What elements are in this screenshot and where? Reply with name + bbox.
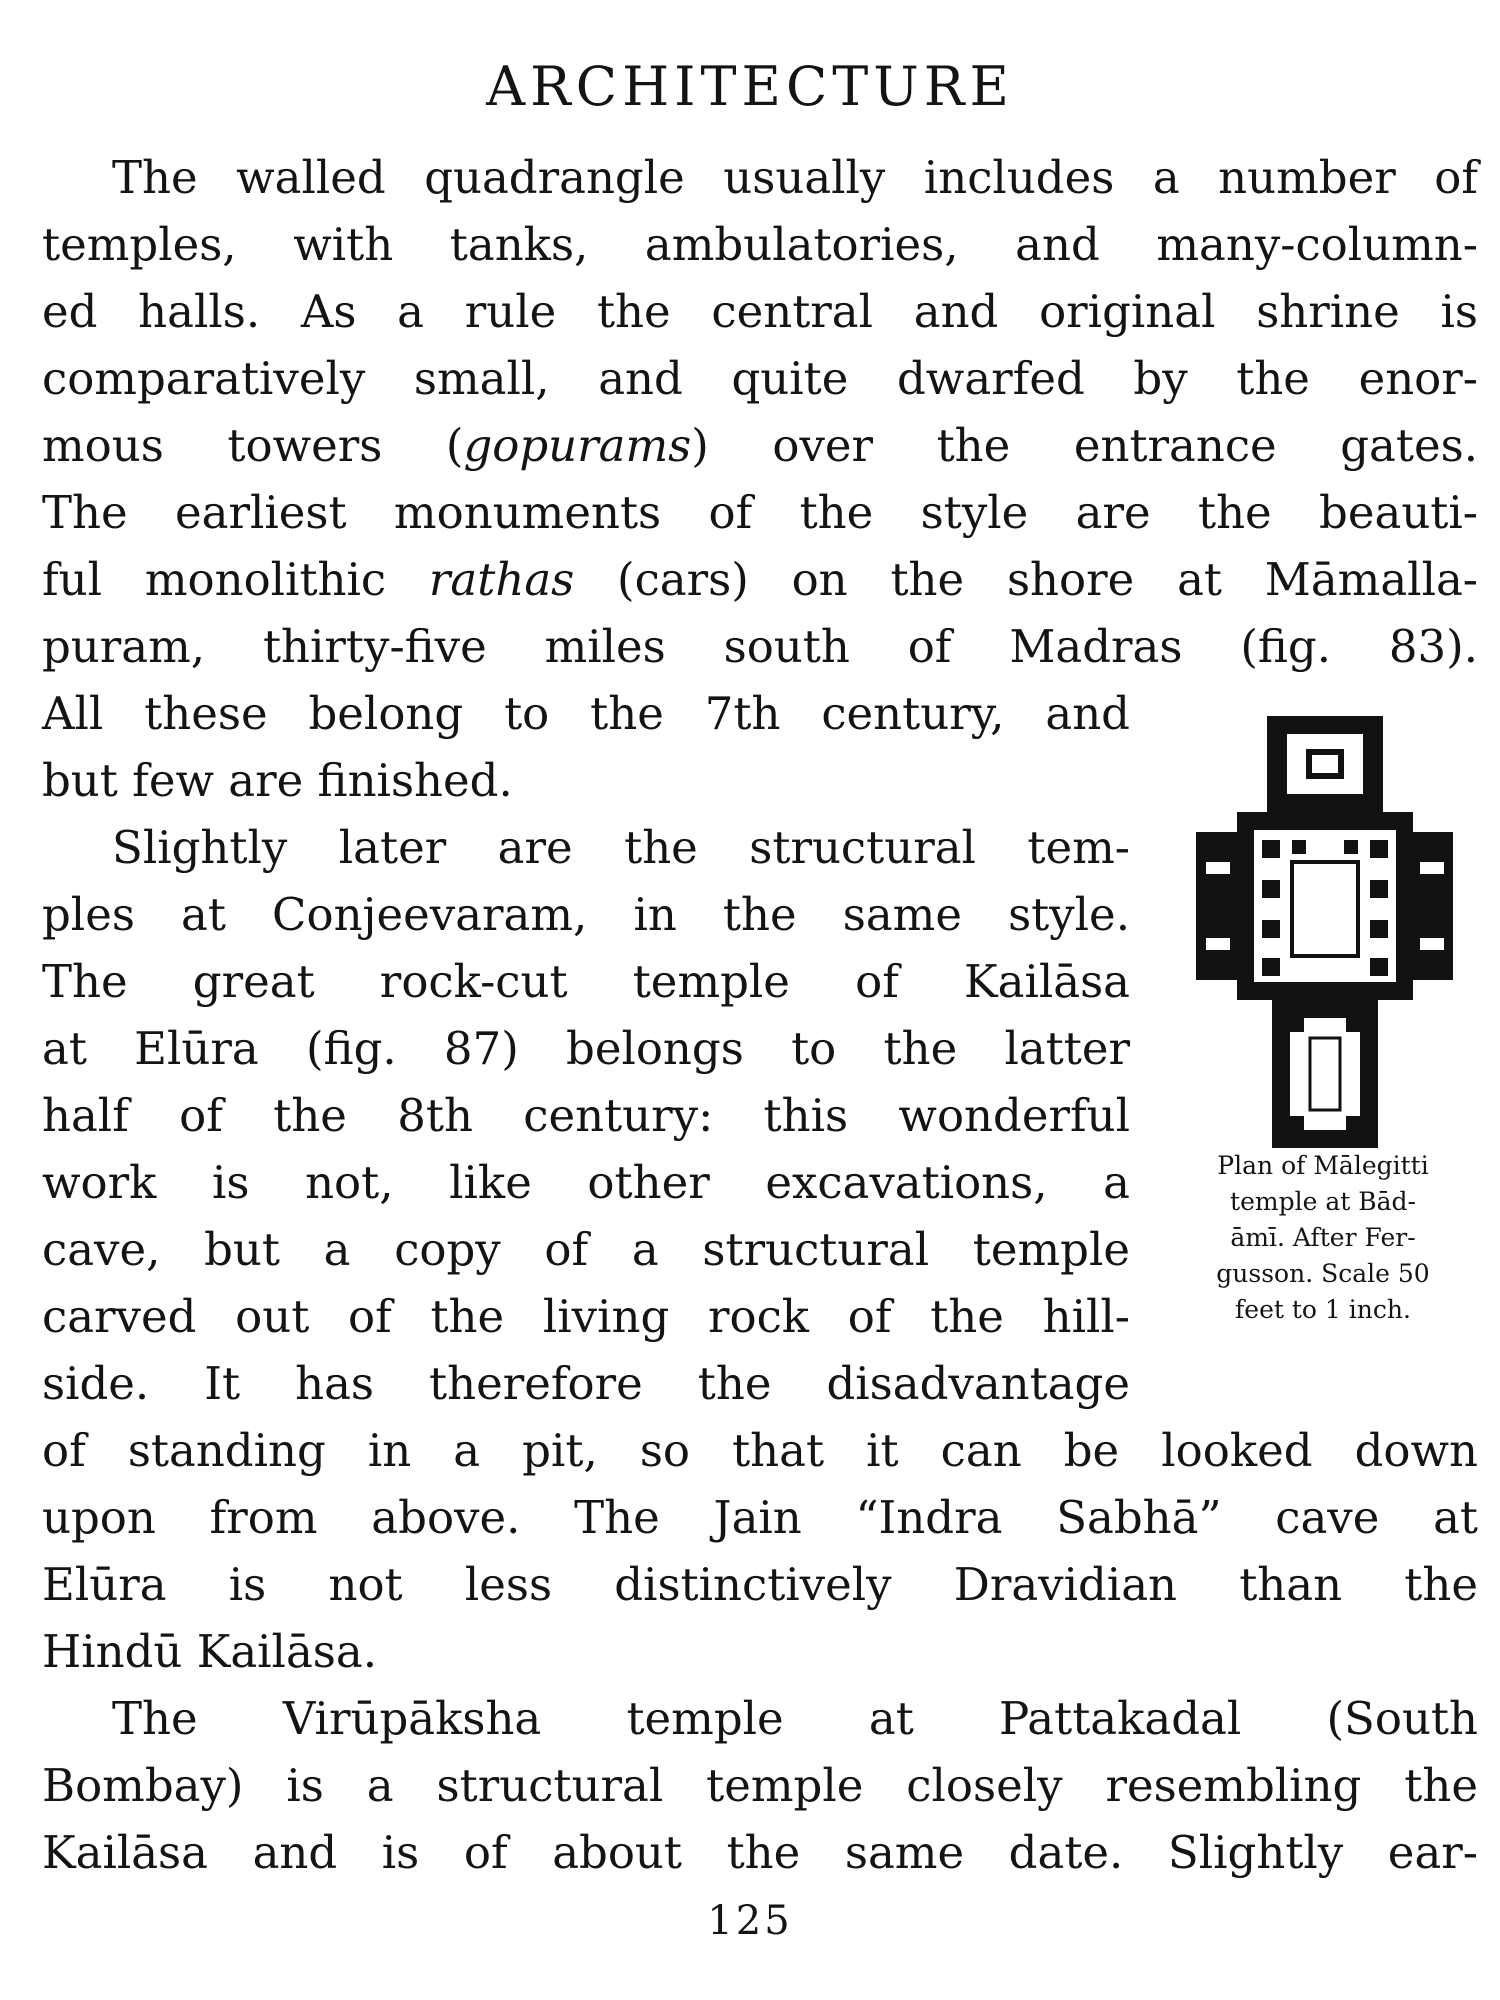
text-line: The earliest monuments of the style are the beauti- — [42, 486, 1478, 539]
text-line: of standing in a pit, so that it can be looked down — [42, 1424, 1478, 1477]
text-line: carved out of the living rock of the hill- — [42, 1290, 1130, 1343]
text-line: ples at Conjeevaram, in the same style. — [42, 888, 1130, 941]
caption-line: Plan of Mālegitti — [1217, 1151, 1429, 1180]
caption-line: āmī. After Fer- — [1230, 1223, 1416, 1252]
text-line: The walled quadrangle usually includes a number of — [112, 151, 1478, 204]
text-line: Bombay) is a structural temple closely resembling the — [42, 1759, 1478, 1812]
text-line: half of the 8th century: this wonderful — [42, 1089, 1130, 1142]
text-line: The Virūpāksha temple at Pattakadal (South — [112, 1692, 1478, 1745]
text-line: The great rock-cut temple of Kailāsa — [42, 955, 1130, 1008]
running-head: ARCHITECTURE — [486, 55, 1014, 118]
page-number: 125 — [707, 1898, 793, 1944]
italic-term: gopurams — [463, 419, 692, 472]
text-line: ful monolithic rathas (cars) on the shore at Māmalla- — [42, 553, 1479, 606]
text-line: but few are finished. — [42, 754, 513, 807]
text-line: temples, with tanks, ambulatories, and many-column- — [42, 218, 1478, 271]
text-line: cave, but a copy of a structural temple — [42, 1223, 1130, 1276]
caption-line: gusson. Scale 50 — [1216, 1259, 1430, 1288]
text-line: Elūra is not less distinctively Dravidian than the — [42, 1558, 1478, 1611]
figure-caption — [1164, 1148, 1482, 1328]
text-line: mous towers (gopurams) over the entrance gates. — [42, 419, 1478, 472]
text-line: Slightly later are the structural tem- — [112, 821, 1130, 874]
caption-line: temple at Bād- — [1230, 1187, 1416, 1216]
caption-line: feet to 1 inch. — [1235, 1295, 1411, 1324]
text-line: comparatively small, and quite dwarfed by the enor- — [42, 352, 1478, 405]
temple-plan-figure — [1192, 712, 1457, 1152]
text-line: Kailāsa and is of about the same date. Slightly ear- — [42, 1826, 1478, 1879]
text-line: ed halls. As a rule the central and original shrine is — [42, 285, 1478, 338]
text-line: puram, thirty-five miles south of Madras (fig. 83). — [42, 620, 1478, 673]
text-line: Hindū Kailāsa. — [42, 1625, 377, 1678]
text-line: All these belong to the 7th century, and — [42, 687, 1130, 740]
text-line: upon from above. The Jain “Indra Sabhā” cave at — [42, 1491, 1478, 1544]
text-line: work is not, like other excavations, a — [42, 1156, 1130, 1209]
italic-term: rathas — [428, 553, 575, 606]
text-line: at Elūra (fig. 87) belongs to the latter — [42, 1022, 1130, 1075]
text-line: side. It has therefore the disadvantage — [42, 1357, 1130, 1410]
